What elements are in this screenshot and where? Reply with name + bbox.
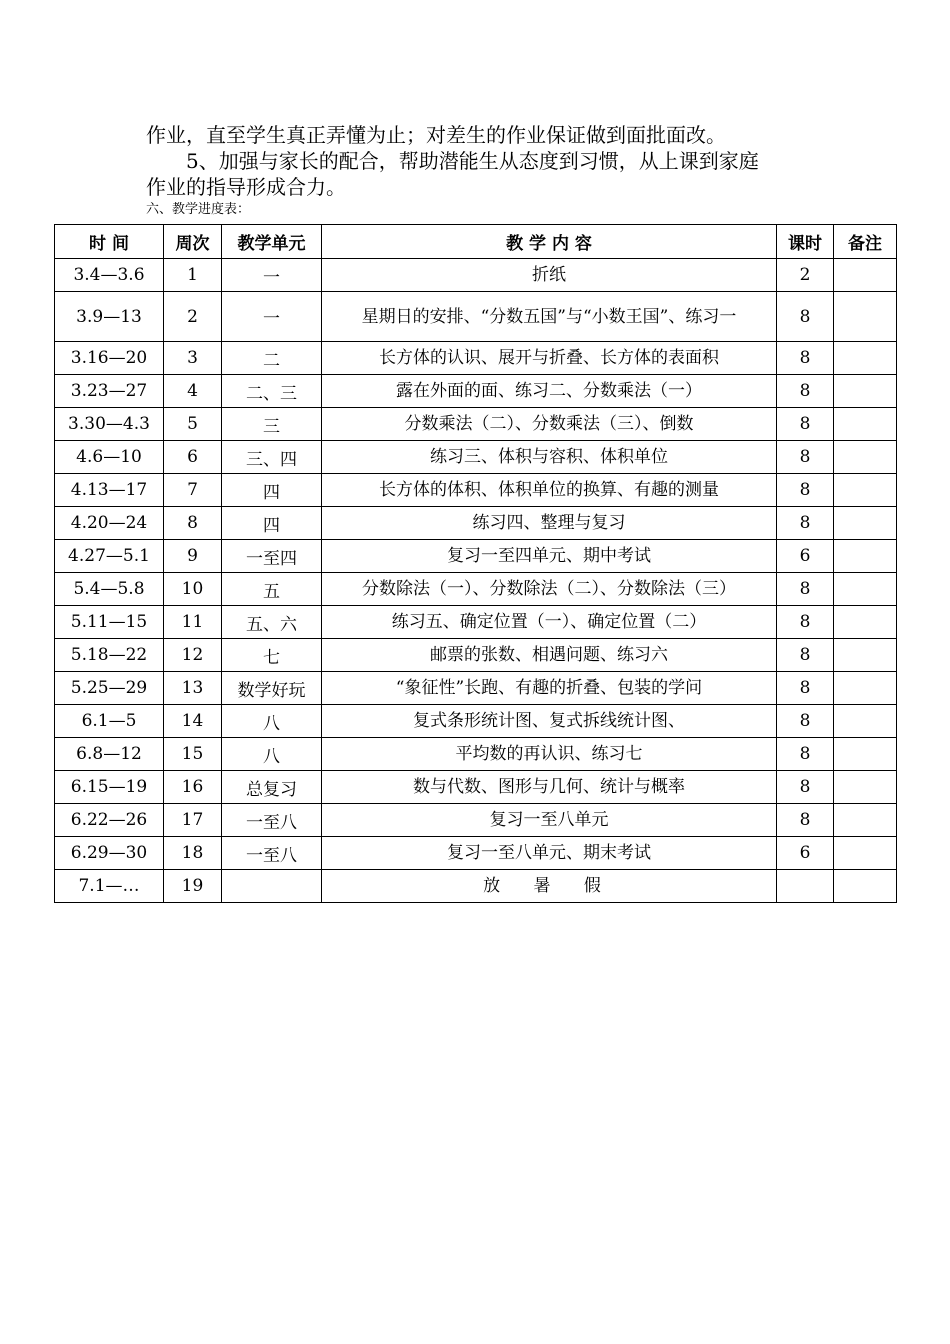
cell-week: 3 bbox=[164, 342, 222, 375]
cell-time: 5.18—22 bbox=[55, 639, 164, 672]
paragraph-line-1: 作业，直至学生真正弄懂为止；对差生的作业保证做到面批面改。 bbox=[146, 123, 726, 147]
cell-hours: 8 bbox=[777, 573, 834, 606]
cell-time: 5.4—5.8 bbox=[55, 573, 164, 606]
cell-note bbox=[834, 292, 897, 342]
header-content: 教 学 内 容 bbox=[322, 225, 777, 259]
cell-note bbox=[834, 259, 897, 292]
cell-hours: 8 bbox=[777, 705, 834, 738]
cell-hours: 8 bbox=[777, 292, 834, 342]
table-row bbox=[55, 540, 897, 573]
cell-unit: 五、六 bbox=[222, 606, 322, 639]
cell-time: 4.13—17 bbox=[55, 474, 164, 507]
cell-note bbox=[834, 870, 897, 903]
header-week: 周次 bbox=[164, 225, 222, 259]
cell-unit: 八 bbox=[222, 705, 322, 738]
cell-content: 数与代数、图形与几何、统计与概率 bbox=[322, 771, 777, 804]
cell-note bbox=[834, 540, 897, 573]
cell-week: 19 bbox=[164, 870, 222, 903]
cell-content: 长方体的体积、体积单位的换算、有趣的测量 bbox=[322, 474, 777, 507]
table-row bbox=[55, 441, 897, 474]
section-title: 六、教学进度表： bbox=[146, 202, 251, 217]
cell-content: 长方体的认识、展开与折叠、长方体的表面积 bbox=[322, 342, 777, 375]
header-time: 时 间 bbox=[55, 225, 164, 259]
cell-content: 分数除法（一）、分数除法（二）、分数除法（三） bbox=[322, 573, 777, 606]
table-row bbox=[55, 573, 897, 606]
cell-note bbox=[834, 606, 897, 639]
header-note: 备注 bbox=[834, 225, 897, 259]
cell-time: 3.9—13 bbox=[55, 292, 164, 342]
cell-unit: 一 bbox=[222, 259, 322, 292]
cell-hours: 2 bbox=[777, 259, 834, 292]
cell-note bbox=[834, 804, 897, 837]
cell-unit: 总复习 bbox=[222, 771, 322, 804]
table-row bbox=[55, 804, 897, 837]
cell-hours: 8 bbox=[777, 342, 834, 375]
table-body bbox=[55, 259, 897, 903]
table-row bbox=[55, 705, 897, 738]
cell-week: 16 bbox=[164, 771, 222, 804]
header-unit: 教学单元 bbox=[222, 225, 322, 259]
cell-note bbox=[834, 771, 897, 804]
cell-hours bbox=[777, 870, 834, 903]
cell-note bbox=[834, 474, 897, 507]
cell-week: 1 bbox=[164, 259, 222, 292]
cell-time: 6.15—19 bbox=[55, 771, 164, 804]
table-row bbox=[55, 771, 897, 804]
table-row bbox=[55, 837, 897, 870]
cell-time: 6.22—26 bbox=[55, 804, 164, 837]
cell-content: 星期日的安排、“分数五国”与“小数王国”、练习一 bbox=[322, 292, 777, 342]
cell-hours: 8 bbox=[777, 507, 834, 540]
cell-time: 3.23—27 bbox=[55, 375, 164, 408]
cell-content: 练习三、体积与容积、体积单位 bbox=[322, 441, 777, 474]
cell-week: 10 bbox=[164, 573, 222, 606]
table-row bbox=[55, 639, 897, 672]
table-row bbox=[55, 870, 897, 903]
cell-hours: 8 bbox=[777, 606, 834, 639]
cell-content: 露在外面的面、练习二、分数乘法（一） bbox=[322, 375, 777, 408]
cell-unit: 一至八 bbox=[222, 837, 322, 870]
table-row bbox=[55, 292, 897, 342]
cell-week: 7 bbox=[164, 474, 222, 507]
cell-hours: 8 bbox=[777, 474, 834, 507]
cell-content: 复习一至八单元 bbox=[322, 804, 777, 837]
cell-week: 11 bbox=[164, 606, 222, 639]
cell-week: 2 bbox=[164, 292, 222, 342]
cell-content: 练习四、整理与复习 bbox=[322, 507, 777, 540]
cell-time: 4.27—5.1 bbox=[55, 540, 164, 573]
cell-time: 3.30—4.3 bbox=[55, 408, 164, 441]
cell-week: 9 bbox=[164, 540, 222, 573]
cell-content: 分数乘法（二）、分数乘法（三）、倒数 bbox=[322, 408, 777, 441]
cell-unit: 二 bbox=[222, 342, 322, 375]
cell-week: 18 bbox=[164, 837, 222, 870]
header-hours: 课时 bbox=[777, 225, 834, 259]
cell-unit: 三、四 bbox=[222, 441, 322, 474]
cell-note bbox=[834, 573, 897, 606]
cell-hours: 8 bbox=[777, 639, 834, 672]
cell-time: 6.1—5 bbox=[55, 705, 164, 738]
cell-time: 6.8—12 bbox=[55, 738, 164, 771]
paragraph-line-2: 5、加强与家长的配合，帮助潜能生从态度到习惯，从上课到家庭 bbox=[186, 149, 759, 173]
table-row bbox=[55, 606, 897, 639]
cell-content: 邮票的张数、相遇问题、练习六 bbox=[322, 639, 777, 672]
table-row bbox=[55, 408, 897, 441]
cell-unit: 四 bbox=[222, 507, 322, 540]
table-row bbox=[55, 375, 897, 408]
schedule-table bbox=[54, 224, 897, 903]
cell-time: 5.25—29 bbox=[55, 672, 164, 705]
cell-note bbox=[834, 639, 897, 672]
cell-hours: 6 bbox=[777, 540, 834, 573]
cell-note bbox=[834, 705, 897, 738]
cell-week: 8 bbox=[164, 507, 222, 540]
cell-note bbox=[834, 507, 897, 540]
cell-time: 6.29—30 bbox=[55, 837, 164, 870]
cell-content: 练习五、确定位置（一）、确定位置（二） bbox=[322, 606, 777, 639]
cell-content: 放 暑 假 bbox=[322, 870, 777, 903]
table-row bbox=[55, 672, 897, 705]
cell-week: 15 bbox=[164, 738, 222, 771]
cell-content: 折纸 bbox=[322, 259, 777, 292]
cell-note bbox=[834, 375, 897, 408]
table-row bbox=[55, 342, 897, 375]
cell-time: 7.1—… bbox=[55, 870, 164, 903]
cell-time: 3.16—20 bbox=[55, 342, 164, 375]
cell-hours: 8 bbox=[777, 672, 834, 705]
cell-time: 3.4—3.6 bbox=[55, 259, 164, 292]
cell-hours: 8 bbox=[777, 408, 834, 441]
cell-unit: 七 bbox=[222, 639, 322, 672]
cell-hours: 6 bbox=[777, 837, 834, 870]
cell-note bbox=[834, 672, 897, 705]
cell-week: 4 bbox=[164, 375, 222, 408]
cell-content: 复习一至四单元、期中考试 bbox=[322, 540, 777, 573]
cell-note bbox=[834, 738, 897, 771]
table-row bbox=[55, 738, 897, 771]
cell-week: 14 bbox=[164, 705, 222, 738]
cell-content: 复式条形统计图、复式拆线统计图、 bbox=[322, 705, 777, 738]
cell-unit: 四 bbox=[222, 474, 322, 507]
cell-unit: 三 bbox=[222, 408, 322, 441]
cell-hours: 8 bbox=[777, 804, 834, 837]
table-row bbox=[55, 507, 897, 540]
cell-unit: 五 bbox=[222, 573, 322, 606]
cell-unit: 一至八 bbox=[222, 804, 322, 837]
cell-unit: 数学好玩 bbox=[222, 672, 322, 705]
cell-hours: 8 bbox=[777, 375, 834, 408]
cell-unit: 八 bbox=[222, 738, 322, 771]
paragraph-line-3: 作业的指导形成合力。 bbox=[146, 175, 346, 199]
cell-time: 5.11—15 bbox=[55, 606, 164, 639]
cell-note bbox=[834, 408, 897, 441]
cell-hours: 8 bbox=[777, 738, 834, 771]
cell-unit bbox=[222, 870, 322, 903]
cell-time: 4.20—24 bbox=[55, 507, 164, 540]
cell-note bbox=[834, 441, 897, 474]
cell-week: 12 bbox=[164, 639, 222, 672]
cell-content: 平均数的再认识、练习七 bbox=[322, 738, 777, 771]
cell-week: 5 bbox=[164, 408, 222, 441]
table-row bbox=[55, 259, 897, 292]
cell-week: 6 bbox=[164, 441, 222, 474]
table-header-row bbox=[55, 225, 897, 259]
cell-content: “象征性”长跑、有趣的折叠、包装的学问 bbox=[322, 672, 777, 705]
cell-unit: 一至四 bbox=[222, 540, 322, 573]
cell-week: 17 bbox=[164, 804, 222, 837]
cell-unit: 二、三 bbox=[222, 375, 322, 408]
cell-week: 13 bbox=[164, 672, 222, 705]
cell-hours: 8 bbox=[777, 441, 834, 474]
cell-note bbox=[834, 342, 897, 375]
cell-time: 4.6—10 bbox=[55, 441, 164, 474]
cell-hours: 8 bbox=[777, 771, 834, 804]
cell-content: 复习一至八单元、期末考试 bbox=[322, 837, 777, 870]
cell-note bbox=[834, 837, 897, 870]
cell-unit: 一 bbox=[222, 292, 322, 342]
table-row bbox=[55, 474, 897, 507]
